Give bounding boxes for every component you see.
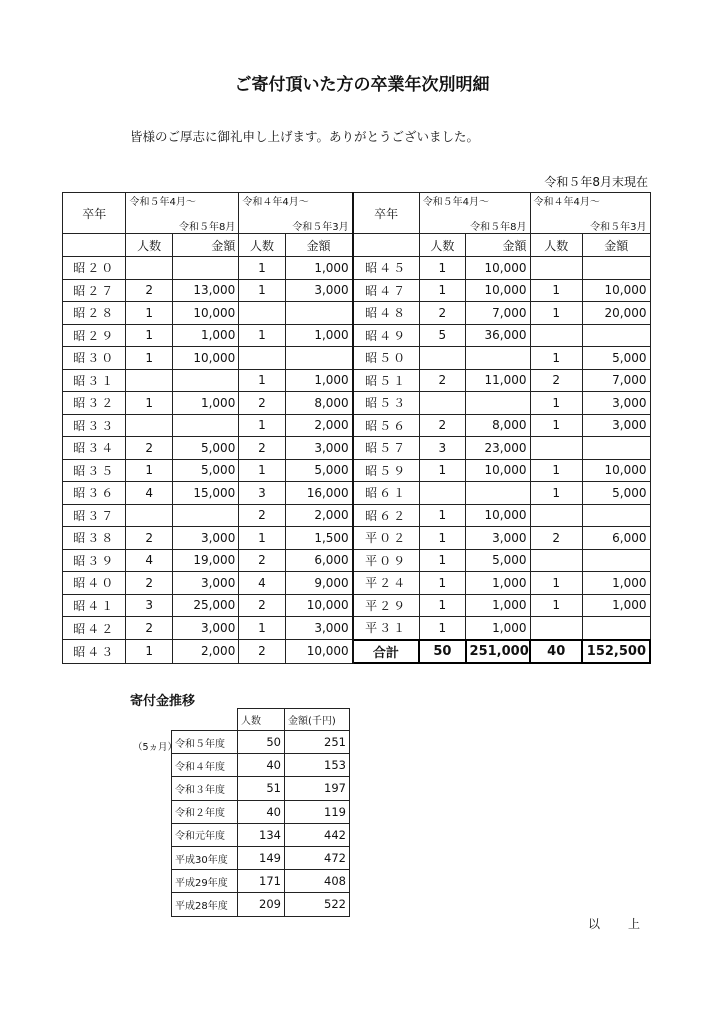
trend-count-cell: 209 — [238, 893, 285, 916]
right-p2-amount-cell: 1,000 — [582, 572, 650, 595]
page-title: ご寄付頂いた方の卒業年次別明細 — [234, 75, 490, 95]
right-p2-count-cell — [530, 257, 582, 280]
left-p2-count-cell: 1 — [239, 257, 285, 280]
right-p1-count-cell: 3 — [419, 437, 465, 460]
right-p2-amount-cell — [582, 437, 650, 460]
left-year-cell: 昭３９ — [63, 549, 126, 572]
left-p1-count-cell: 2 — [126, 572, 172, 595]
left-p2-amount-cell: 3,000 — [285, 617, 353, 640]
right-year-cell: 昭４５ — [353, 257, 420, 280]
trend-year-label: 令和元年度 — [172, 823, 238, 846]
left-p2-count-cell: 2 — [239, 549, 285, 572]
right-year-cell: 平２４ — [353, 572, 420, 595]
left-p1-count-cell: 2 — [126, 617, 172, 640]
trend-row — [172, 893, 350, 916]
left-p1-count-cell — [126, 504, 172, 527]
right-p1-amount-cell: 10,000 — [466, 459, 530, 482]
left-year-cell: 昭４１ — [63, 594, 126, 617]
left-p1-amount-cell — [172, 414, 239, 437]
left-p1-amount-cell: 1,000 — [172, 324, 239, 347]
left-p2-amount-cell: 2,000 — [285, 414, 353, 437]
right-p1-amount-cell: 3,000 — [466, 527, 530, 550]
left-p2-amount-cell: 3,000 — [285, 279, 353, 302]
left-p1-amount-cell: 1,000 — [172, 392, 239, 415]
table-row — [63, 482, 651, 505]
right-p2-amount-cell: 3,000 — [582, 414, 650, 437]
table-row — [63, 437, 651, 460]
as-of-date: 令和５年8月末現在 — [544, 175, 648, 189]
left-p1-amount-cell: 25,000 — [172, 594, 239, 617]
year-header-left: 卒年 — [63, 193, 126, 234]
right-p2-count-cell: 1 — [530, 482, 582, 505]
right-p1-count-cell: 1 — [419, 504, 465, 527]
left-p1-amount-cell — [172, 504, 239, 527]
year-header-blank-left — [63, 234, 126, 257]
left-p1-amount-cell: 13,000 — [172, 279, 239, 302]
left-p2-amount-cell: 10,000 — [285, 640, 353, 664]
period2-start-left: 令和４年4月～ — [239, 193, 353, 214]
period1-start-left: 令和５年4月～ — [126, 193, 239, 214]
period2-start-right: 令和４年4月～ — [530, 193, 650, 214]
right-p2-amount-cell — [582, 504, 650, 527]
donation-table — [62, 192, 651, 664]
right-p1-amount-cell: 10,000 — [466, 504, 530, 527]
right-p1-count-cell: 1 — [419, 257, 465, 280]
right-p1-amount-cell — [466, 482, 530, 505]
total-label: 合計 — [353, 640, 420, 664]
total-p1-amount: 251,000 — [466, 640, 530, 664]
left-p1-count-cell: 1 — [126, 392, 172, 415]
left-p2-amount-cell: 5,000 — [285, 459, 353, 482]
left-p2-count-cell: 1 — [239, 369, 285, 392]
trend-year-label: 令和４年度 — [172, 754, 238, 777]
left-p2-amount-cell: 2,000 — [285, 504, 353, 527]
left-p1-count-cell: 1 — [126, 302, 172, 325]
right-p1-count-cell: 2 — [419, 414, 465, 437]
left-p1-count-cell: 1 — [126, 459, 172, 482]
left-p2-amount-cell: 8,000 — [285, 392, 353, 415]
table-row — [63, 347, 651, 370]
left-p1-amount-cell — [172, 369, 239, 392]
table-row — [63, 594, 651, 617]
trend-count-cell: 40 — [238, 800, 285, 823]
left-p2-count-cell: 1 — [239, 617, 285, 640]
right-p1-count-cell — [419, 392, 465, 415]
left-p1-amount-cell — [172, 257, 239, 280]
left-year-cell: 昭３６ — [63, 482, 126, 505]
count-header: 人数 — [419, 234, 465, 257]
right-p1-amount-cell: 8,000 — [466, 414, 530, 437]
trend-year-label: 令和２年度 — [172, 800, 238, 823]
left-year-cell: 昭３４ — [63, 437, 126, 460]
table-row — [63, 279, 651, 302]
right-p1-amount-cell — [466, 347, 530, 370]
right-p2-amount-cell: 5,000 — [582, 347, 650, 370]
left-year-cell: 昭３３ — [63, 414, 126, 437]
table-row — [63, 549, 651, 572]
left-p2-amount-cell: 6,000 — [285, 549, 353, 572]
year-header-right: 卒年 — [353, 193, 420, 234]
left-p2-amount-cell — [285, 302, 353, 325]
left-p1-amount-cell: 3,000 — [172, 617, 239, 640]
right-year-cell: 昭５７ — [353, 437, 420, 460]
right-p1-count-cell: 1 — [419, 594, 465, 617]
table-row — [63, 257, 651, 280]
left-p2-count-cell: 2 — [239, 594, 285, 617]
right-year-cell: 平３１ — [353, 617, 420, 640]
left-p2-amount-cell — [285, 347, 353, 370]
left-year-cell: 昭４２ — [63, 617, 126, 640]
greeting-text: 皆様のご厚志に御礼申し上げます。ありがとうございました。 — [130, 129, 480, 144]
trend-year-label: 平成28年度 — [172, 893, 238, 916]
total-p2-amount: 152,500 — [582, 640, 650, 664]
left-p1-count-cell: 4 — [126, 482, 172, 505]
left-year-cell: 昭３５ — [63, 459, 126, 482]
table-row — [63, 640, 651, 664]
count-header: 人数 — [239, 234, 285, 257]
trend-table — [171, 708, 350, 917]
right-year-cell: 昭４９ — [353, 324, 420, 347]
right-year-cell: 昭６１ — [353, 482, 420, 505]
trend-corner — [172, 709, 238, 731]
left-p2-amount-cell: 1,000 — [285, 324, 353, 347]
right-p1-count-cell: 1 — [419, 572, 465, 595]
closing-text: 以 上 — [587, 917, 648, 931]
left-p1-count-cell — [126, 257, 172, 280]
left-p1-count-cell: 1 — [126, 324, 172, 347]
right-year-cell: 昭５９ — [353, 459, 420, 482]
left-p2-count-cell: 2 — [239, 392, 285, 415]
right-p1-amount-cell: 10,000 — [466, 257, 530, 280]
left-year-cell: 昭４３ — [63, 640, 126, 664]
table-row — [63, 414, 651, 437]
table-row — [63, 572, 651, 595]
left-p1-amount-cell: 2,000 — [172, 640, 239, 664]
table-row — [63, 617, 651, 640]
left-p2-count-cell: 1 — [239, 527, 285, 550]
right-p2-count-cell: 1 — [530, 572, 582, 595]
left-p2-amount-cell: 1,000 — [285, 257, 353, 280]
right-p2-count-cell — [530, 504, 582, 527]
right-year-cell: 昭６２ — [353, 504, 420, 527]
left-p2-count-cell: 4 — [239, 572, 285, 595]
right-year-cell: 平０２ — [353, 527, 420, 550]
period2-end-right: 令和５年3月 — [530, 213, 650, 234]
right-p2-amount-cell: 1,000 — [582, 594, 650, 617]
trend-row — [172, 870, 350, 893]
year-header-blank-right — [353, 234, 420, 257]
left-p1-amount-cell: 19,000 — [172, 549, 239, 572]
left-p2-count-cell: 2 — [239, 437, 285, 460]
trend-row — [172, 731, 350, 754]
right-p2-count-cell: 2 — [530, 369, 582, 392]
period1-start-right: 令和５年4月～ — [419, 193, 530, 214]
trend-row — [172, 823, 350, 846]
left-year-cell: 昭２９ — [63, 324, 126, 347]
right-year-cell: 昭４７ — [353, 279, 420, 302]
right-year-cell: 平２９ — [353, 594, 420, 617]
right-p2-count-cell: 1 — [530, 347, 582, 370]
trend-row — [172, 846, 350, 869]
left-p2-count-cell: 3 — [239, 482, 285, 505]
trend-count-cell: 51 — [238, 777, 285, 800]
amount-header: 金額 — [172, 234, 239, 257]
count-header: 人数 — [530, 234, 582, 257]
right-p2-count-cell — [530, 549, 582, 572]
right-p2-count-cell: 1 — [530, 302, 582, 325]
left-p1-count-cell: 1 — [126, 640, 172, 664]
left-p1-amount-cell: 3,000 — [172, 572, 239, 595]
total-p1-count: 50 — [419, 640, 465, 664]
table-row — [63, 459, 651, 482]
left-p2-count-cell: 1 — [239, 459, 285, 482]
trend-amount-cell: 251 — [285, 731, 350, 754]
right-p1-amount-cell: 36,000 — [466, 324, 530, 347]
right-p1-amount-cell: 11,000 — [466, 369, 530, 392]
trend-row — [172, 800, 350, 823]
left-p1-count-cell: 2 — [126, 279, 172, 302]
left-p2-count-cell: 1 — [239, 279, 285, 302]
right-p2-count-cell: 1 — [530, 414, 582, 437]
right-p1-count-cell: 1 — [419, 527, 465, 550]
left-p2-amount-cell: 1,500 — [285, 527, 353, 550]
right-year-cell: 昭５６ — [353, 414, 420, 437]
right-p2-amount-cell: 7,000 — [582, 369, 650, 392]
left-p2-count-cell: 1 — [239, 324, 285, 347]
right-p1-amount-cell: 1,000 — [466, 572, 530, 595]
left-p1-count-cell: 1 — [126, 347, 172, 370]
table-row — [63, 392, 651, 415]
right-p1-count-cell: 1 — [419, 617, 465, 640]
left-p2-amount-cell: 3,000 — [285, 437, 353, 460]
left-p1-count-cell — [126, 369, 172, 392]
right-year-cell: 平０９ — [353, 549, 420, 572]
total-p2-count: 40 — [530, 640, 582, 664]
right-p2-amount-cell: 6,000 — [582, 527, 650, 550]
right-p2-amount-cell: 10,000 — [582, 459, 650, 482]
trend-amount-cell: 522 — [285, 893, 350, 916]
left-year-cell: 昭３７ — [63, 504, 126, 527]
right-p2-amount-cell — [582, 617, 650, 640]
trend-count-cell: 134 — [238, 823, 285, 846]
right-p2-amount-cell — [582, 257, 650, 280]
left-p2-amount-cell: 10,000 — [285, 594, 353, 617]
left-year-cell: 昭３２ — [63, 392, 126, 415]
amount-header: 金額 — [466, 234, 530, 257]
trend-year-label: 平成29年度 — [172, 870, 238, 893]
right-p1-count-cell: 5 — [419, 324, 465, 347]
trend-count-cell: 50 — [238, 731, 285, 754]
trend-amount-cell: 472 — [285, 846, 350, 869]
trend-amount-cell: 408 — [285, 870, 350, 893]
right-p1-count-cell: 1 — [419, 549, 465, 572]
right-p2-count-cell — [530, 437, 582, 460]
right-p1-count-cell: 1 — [419, 459, 465, 482]
right-p2-count-cell — [530, 324, 582, 347]
period1-end-right: 令和５年8月 — [419, 213, 530, 234]
left-p1-amount-cell: 10,000 — [172, 347, 239, 370]
left-p2-amount-cell: 1,000 — [285, 369, 353, 392]
right-p1-amount-cell: 1,000 — [466, 617, 530, 640]
trend-title: 寄付金推移 — [130, 694, 196, 709]
amount-header: 金額 — [582, 234, 650, 257]
trend-count-header: 人数 — [238, 709, 285, 731]
trend-year-label: 令和３年度 — [172, 777, 238, 800]
right-year-cell: 昭５０ — [353, 347, 420, 370]
right-p1-amount-cell: 5,000 — [466, 549, 530, 572]
right-p1-amount-cell — [466, 392, 530, 415]
right-p1-amount-cell: 1,000 — [466, 594, 530, 617]
left-p1-count-cell — [126, 414, 172, 437]
left-p2-count-cell: 2 — [239, 504, 285, 527]
right-p2-count-cell: 1 — [530, 279, 582, 302]
right-p2-count-cell — [530, 617, 582, 640]
right-p1-count-cell — [419, 347, 465, 370]
trend-row — [172, 754, 350, 777]
right-p2-count-cell: 1 — [530, 459, 582, 482]
right-p2-amount-cell: 10,000 — [582, 279, 650, 302]
left-p1-amount-cell: 10,000 — [172, 302, 239, 325]
left-year-cell: 昭２０ — [63, 257, 126, 280]
period2-end-left: 令和５年3月 — [239, 213, 353, 234]
right-p1-amount-cell: 10,000 — [466, 279, 530, 302]
left-year-cell: 昭２８ — [63, 302, 126, 325]
right-p1-count-cell: 2 — [419, 302, 465, 325]
right-p2-amount-cell: 20,000 — [582, 302, 650, 325]
left-year-cell: 昭４０ — [63, 572, 126, 595]
trend-count-cell: 149 — [238, 846, 285, 869]
trend-amount-header: 金額(千円) — [285, 709, 350, 731]
right-p2-count-cell: 1 — [530, 594, 582, 617]
trend-count-cell: 40 — [238, 754, 285, 777]
left-p1-amount-cell: 5,000 — [172, 437, 239, 460]
left-p1-count-cell: 2 — [126, 527, 172, 550]
trend-year-label: 令和５年度 — [172, 731, 238, 754]
left-p1-count-cell: 2 — [126, 437, 172, 460]
period1-end-left: 令和５年8月 — [126, 213, 239, 234]
five-month-note: （5ヵ月） — [133, 742, 178, 753]
left-p2-count-cell — [239, 302, 285, 325]
table-row — [63, 324, 651, 347]
left-p1-amount-cell: 5,000 — [172, 459, 239, 482]
trend-year-label: 平成30年度 — [172, 846, 238, 869]
left-p1-count-cell: 3 — [126, 594, 172, 617]
right-year-cell: 昭５１ — [353, 369, 420, 392]
right-p2-amount-cell: 3,000 — [582, 392, 650, 415]
right-p2-amount-cell — [582, 549, 650, 572]
right-p1-amount-cell: 23,000 — [466, 437, 530, 460]
left-p2-count-cell — [239, 347, 285, 370]
right-p2-amount-cell — [582, 324, 650, 347]
count-header: 人数 — [126, 234, 172, 257]
amount-header: 金額 — [285, 234, 353, 257]
left-year-cell: 昭２７ — [63, 279, 126, 302]
left-year-cell: 昭３０ — [63, 347, 126, 370]
right-p1-count-cell: 1 — [419, 279, 465, 302]
left-p2-count-cell: 1 — [239, 414, 285, 437]
right-year-cell: 昭４８ — [353, 302, 420, 325]
right-p2-count-cell: 1 — [530, 392, 582, 415]
trend-amount-cell: 153 — [285, 754, 350, 777]
left-p1-amount-cell: 3,000 — [172, 527, 239, 550]
right-p2-count-cell: 2 — [530, 527, 582, 550]
trend-amount-cell: 119 — [285, 800, 350, 823]
left-p2-count-cell: 2 — [239, 640, 285, 664]
left-year-cell: 昭３８ — [63, 527, 126, 550]
table-row — [63, 302, 651, 325]
left-year-cell: 昭３１ — [63, 369, 126, 392]
trend-count-cell: 171 — [238, 870, 285, 893]
table-row — [63, 527, 651, 550]
trend-row — [172, 777, 350, 800]
right-p1-count-cell: 2 — [419, 369, 465, 392]
right-p1-amount-cell: 7,000 — [466, 302, 530, 325]
right-p2-amount-cell: 5,000 — [582, 482, 650, 505]
table-row — [63, 369, 651, 392]
trend-amount-cell: 197 — [285, 777, 350, 800]
trend-amount-cell: 442 — [285, 823, 350, 846]
right-year-cell: 昭５３ — [353, 392, 420, 415]
right-p1-count-cell — [419, 482, 465, 505]
left-p1-amount-cell: 15,000 — [172, 482, 239, 505]
table-row — [63, 504, 651, 527]
left-p2-amount-cell: 16,000 — [285, 482, 353, 505]
left-p2-amount-cell: 9,000 — [285, 572, 353, 595]
left-p1-count-cell: 4 — [126, 549, 172, 572]
